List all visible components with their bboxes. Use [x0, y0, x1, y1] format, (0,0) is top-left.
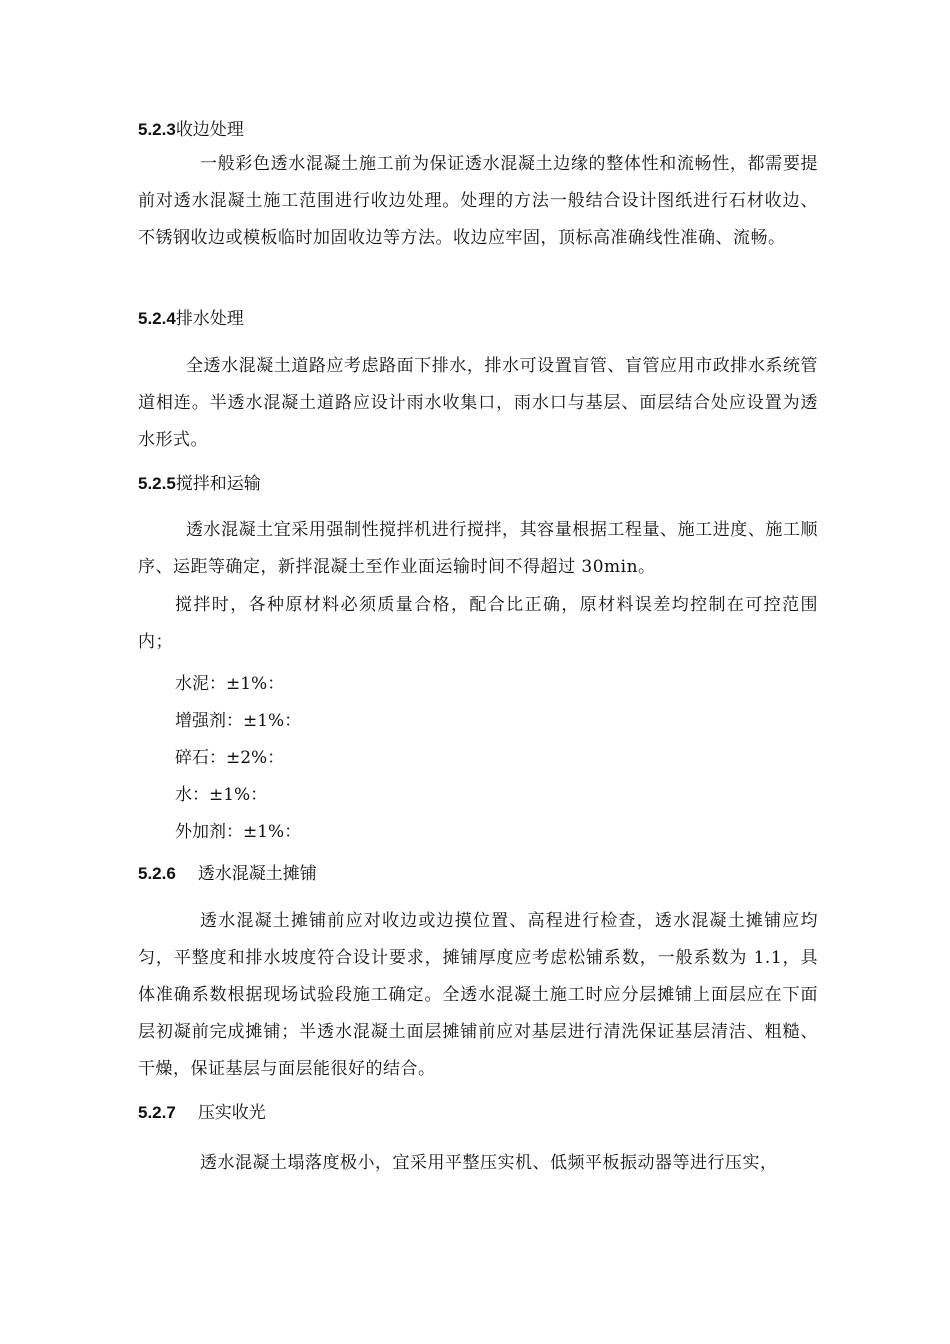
section-heading-5-2-7: [138, 1102, 818, 1124]
section-number: 5.2.5: [138, 474, 176, 493]
tolerance-item: 水：±1%：: [175, 785, 268, 805]
tolerance-item: 碎石：±2%：: [175, 748, 285, 768]
section-heading-5-2-3: [138, 119, 818, 141]
section-heading-5-2-4: [138, 308, 818, 330]
section-title: 压实收光: [197, 1103, 266, 1123]
section-title: 搅拌和运输: [175, 474, 261, 494]
paragraph: 透水混凝土宜采用强制性搅拌机进行搅拌，其容量根据工程量、施工进度、施工顺序、运距等确定，新拌混凝土至作业面运输时间不得超过 30min。: [138, 520, 818, 577]
paragraph: 透水混凝土塌落度极小，宜采用平整压实机、低频平板振动器等进行压实，: [200, 1153, 778, 1173]
section-heading-5-2-5: [138, 473, 818, 495]
section-title: 排水处理: [175, 309, 244, 329]
tolerance-item: 增强剂：±1%：: [175, 711, 302, 731]
paragraph: 搅拌时，各种原材料必须质量合格，配合比正确，原材料误差均控制在可控范围内；: [138, 595, 818, 652]
paragraph: 透水混凝土摊铺前应对收边或边摸位置、高程进行检查，透水混凝土摊铺应均匀，平整度和排水坡度符合设计要求，摊铺厚度应考虑松铺系数，一般系数为 1.1，具体准确系数根据现场试验段施工确定。全透水混凝土施工时应分层摊铺上面层应在下面层初凝前完成摊铺；半透水混凝土面层摊铺前应对基层进行清洗保证基层清洁、粗糙、干燥，保证基层与面层能很好的结合。: [138, 911, 818, 1079]
paragraph: 一般彩色透水混凝土施工前为保证透水混凝土边缘的整体性和流畅性，都需要提前对透水混凝土施工范围进行收边处理。处理的方法一般结合设计图纸进行石材收边、不锈钢收边或模板临时加固收边等方法。收边应牢固，顶标高准确线性准确、流畅。: [138, 154, 818, 248]
tolerance-item: 外加剂：±1%：: [175, 822, 302, 842]
section-number: 5.2.7: [138, 1103, 176, 1122]
section-number: 5.2.3: [138, 120, 176, 139]
paragraph: 全透水混凝土道路应考虑路面下排水，排水可设置盲管、盲管应用市政排水系统管道相连。半透水混凝土道路应设计雨水收集口，雨水口与基层、面层结合处应设置为透水形式。: [138, 356, 818, 450]
section-title: 透水混凝土摊铺: [197, 864, 317, 884]
section-title: 收边处理: [175, 120, 244, 140]
tolerance-item: 水泥：±1%：: [175, 674, 285, 694]
section-number: 5.2.6: [138, 864, 176, 883]
section-number: 5.2.4: [138, 309, 176, 328]
section-heading-5-2-6: [138, 863, 818, 885]
